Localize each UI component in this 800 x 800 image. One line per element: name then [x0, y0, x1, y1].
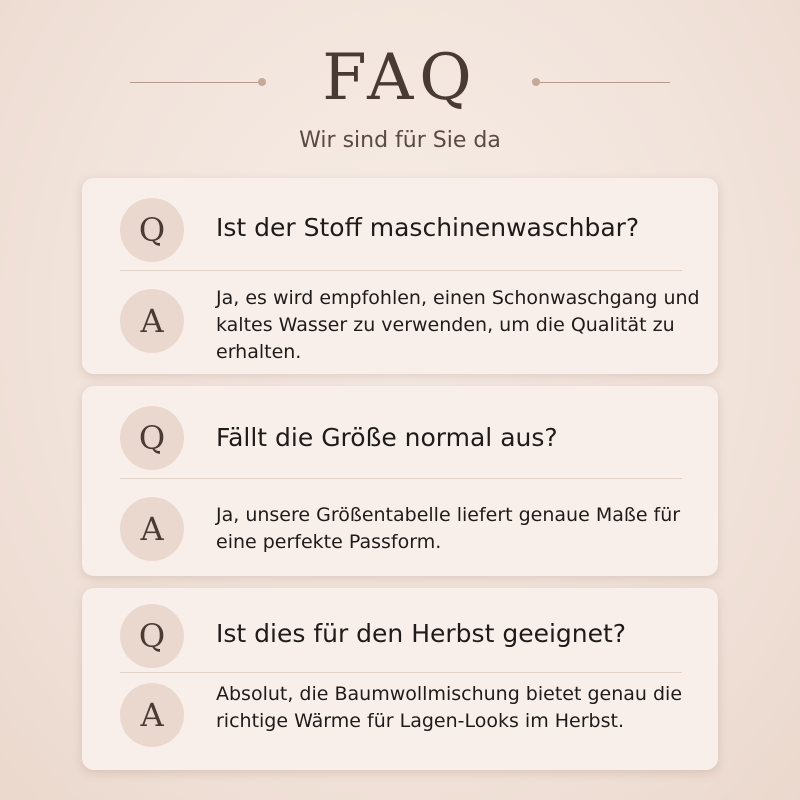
question-badge: Q	[120, 406, 184, 470]
decorative-rule-right	[540, 82, 670, 83]
answer-text: Ja, es wird empfohlen, einen Schonwaschgang und kaltes Wasser zu verwenden, um die Qualität zu erhalten.	[216, 287, 700, 363]
answer-badge: A	[120, 289, 184, 353]
question-text: Fällt die Größe normal aus?	[216, 423, 558, 452]
answer-text: Absolut, die Baumwollmischung bietet genau die richtige Wärme für Lagen-Looks im Herbst.	[216, 683, 683, 732]
answer-text: Ja, unsere Größentabelle liefert genaue Maße für eine perfekte Passform.	[216, 504, 681, 553]
question-row	[82, 386, 718, 478]
question-row	[82, 588, 718, 672]
question-text: Ist der Stoff maschinenwaschbar?	[216, 213, 640, 242]
faq-card-1	[82, 178, 718, 374]
answer-row	[82, 271, 718, 374]
question-badge: Q	[120, 604, 184, 668]
faq-card-3	[82, 588, 718, 770]
page-title: FAQ	[322, 41, 478, 115]
answer-row	[82, 673, 718, 770]
decorative-dot-right	[532, 78, 540, 86]
answer-badge: A	[120, 683, 184, 747]
answer-row	[82, 479, 718, 576]
question-row	[82, 178, 718, 270]
question-text: Ist dies für den Herbst geeignet?	[216, 619, 627, 648]
faq-card-2	[82, 386, 718, 576]
faq-header	[0, 0, 800, 170]
page-subtitle: Wir sind für Sie da	[299, 128, 501, 153]
answer-badge: A	[120, 497, 184, 561]
question-badge: Q	[120, 198, 184, 262]
